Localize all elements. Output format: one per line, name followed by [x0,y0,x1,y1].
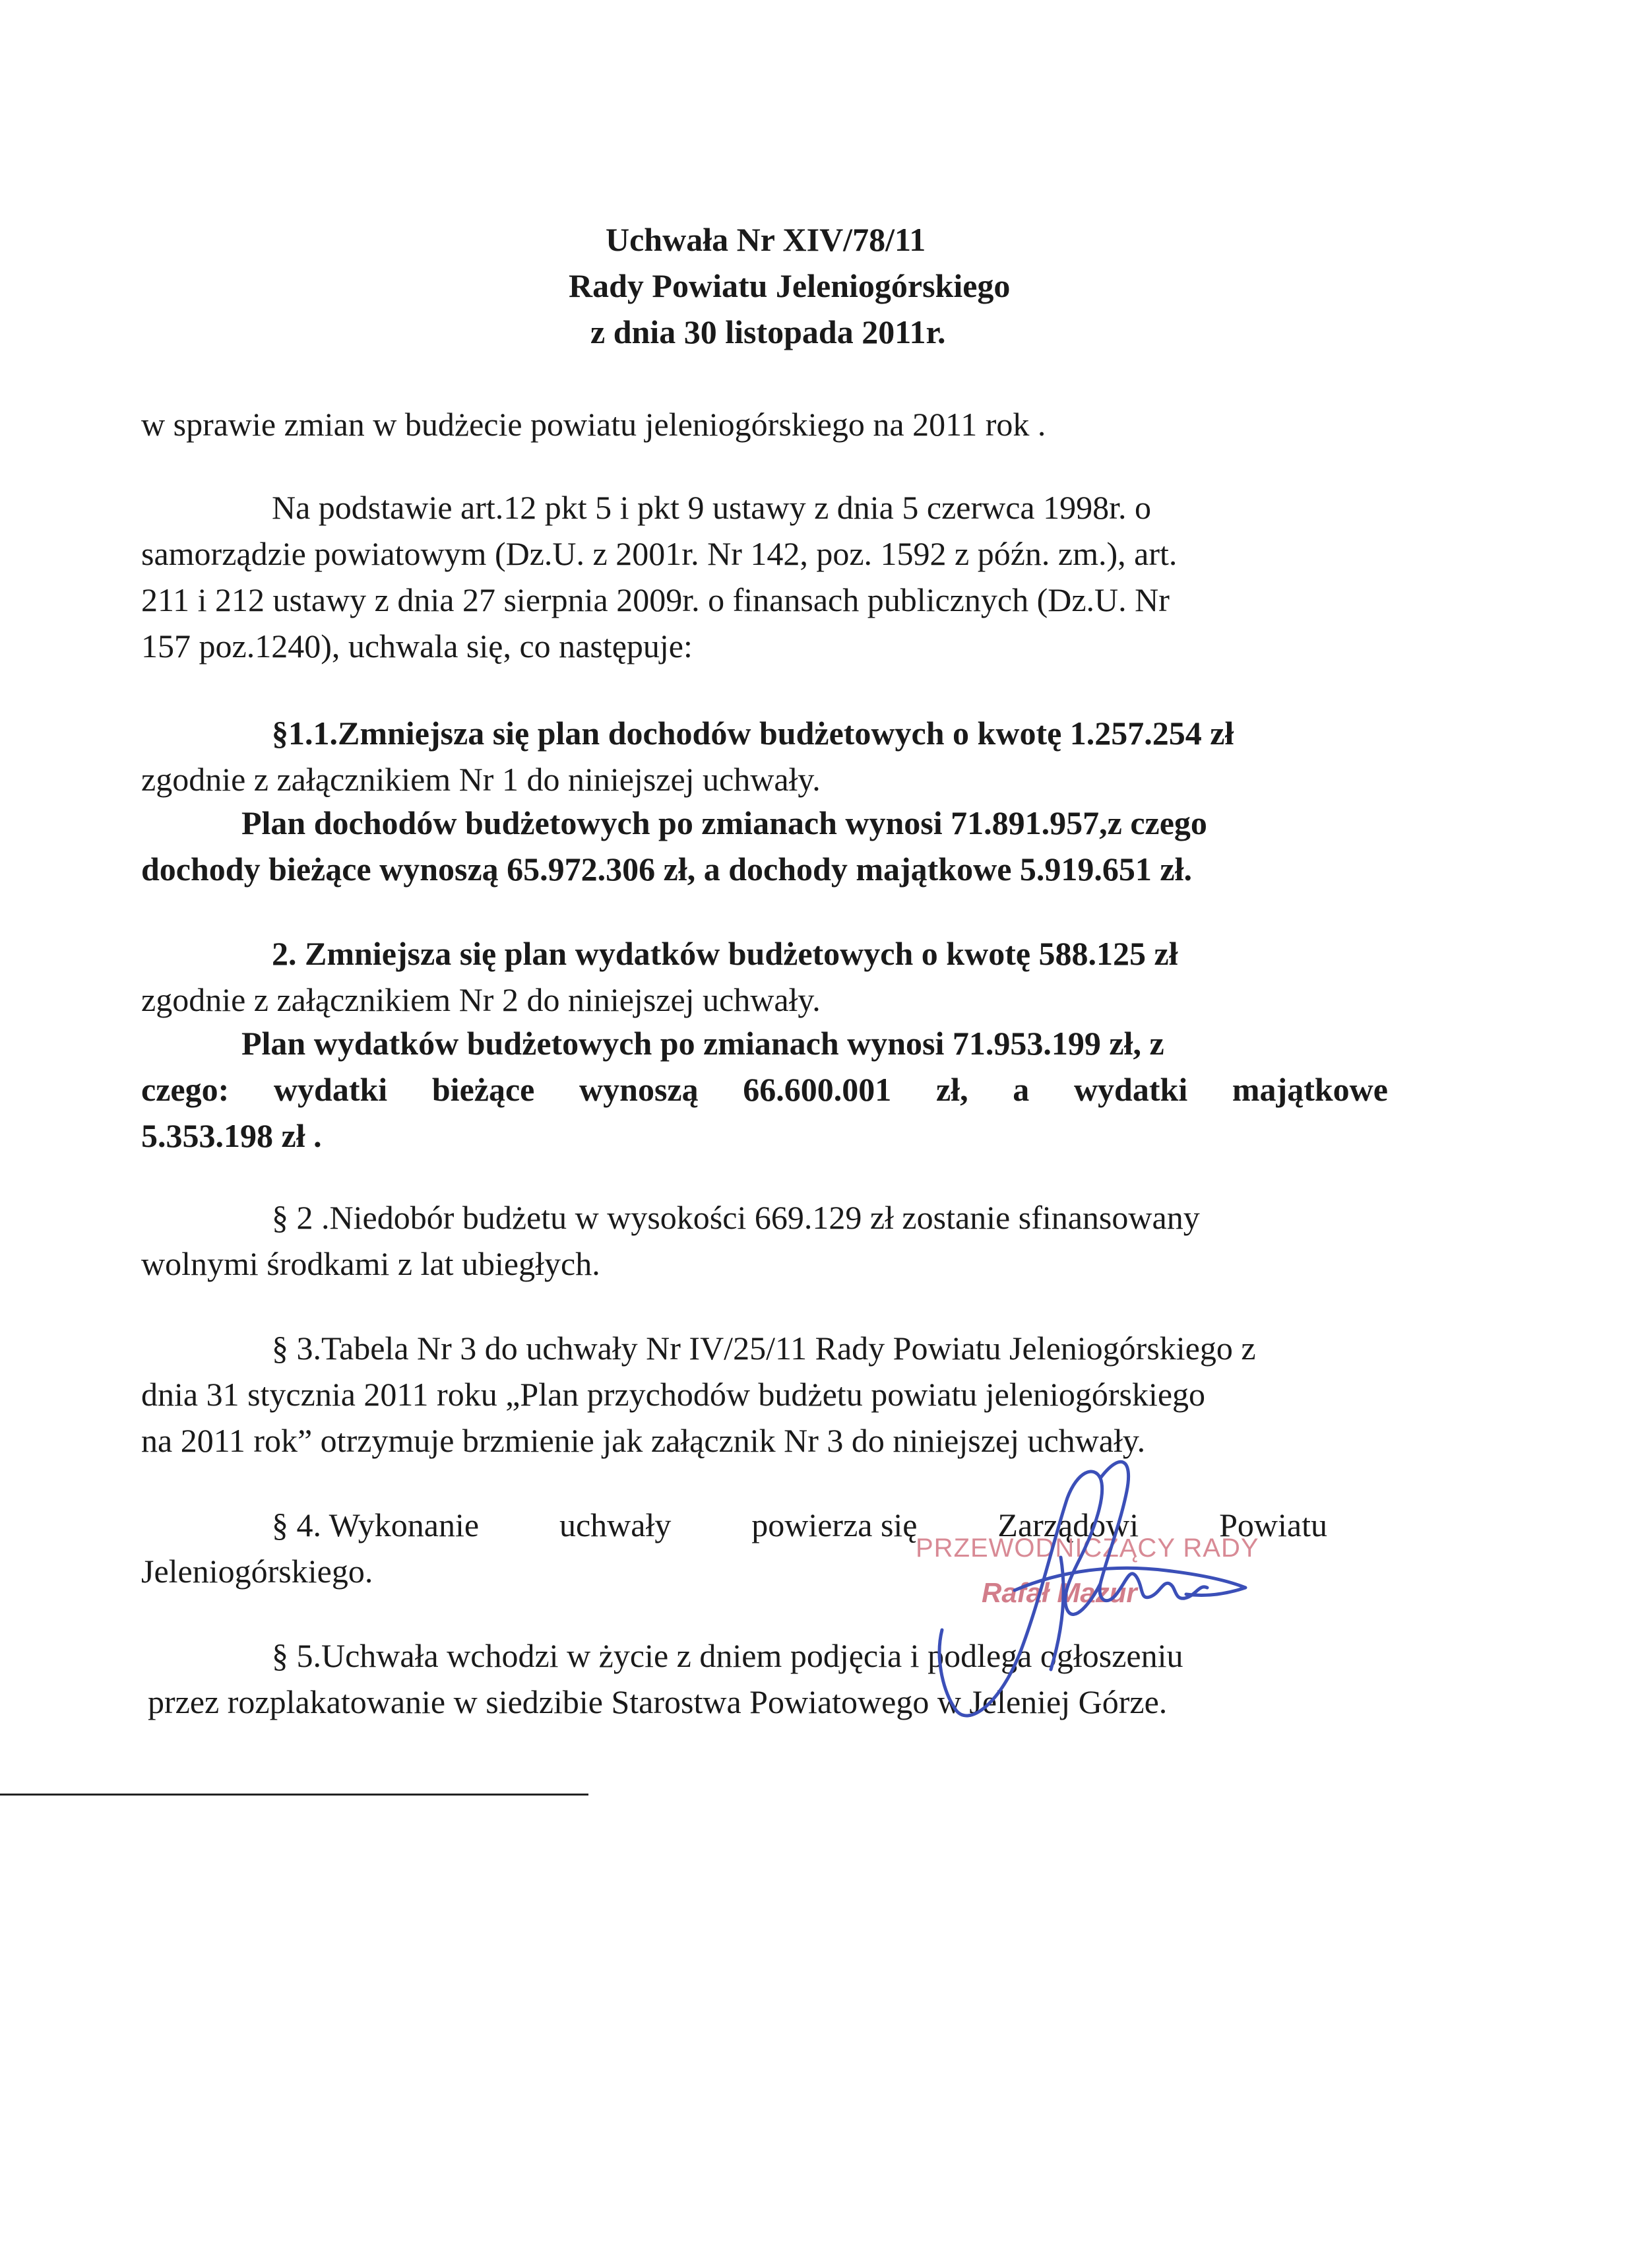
s1-expense-decrease: 2. Zmniejsza się plan wydatków budżetowych o kwotę 588.125 zł [272,935,1178,972]
word: powierza się [751,1507,918,1543]
s5-line-2: przez rozplakatowanie w siedzibie Starostwa Powiatowego w Jeleniej Górze. [148,1683,1168,1720]
resolution-subject: w sprawie zmian w budżecie powiatu jeleniogórskiego na 2011 rok . [141,406,1046,443]
s1-expense-capital: 5.353.198 zł . [141,1117,322,1154]
word: wydatki [1073,1071,1188,1108]
basis-line-4: 157 poz.1240), uchwala się, co następuje: [141,628,693,664]
stamp-name: Rafał Mazur [982,1577,1137,1608]
stamp-title: PRZEWODNICZĄCY RADY [916,1534,1259,1563]
s4-line-2: Jeleniogórskiego. [141,1553,373,1590]
s1-expense-annex: zgodnie z załącznikiem Nr 2 do niniejszej uchwały. [141,981,821,1018]
word: uchwały [559,1507,672,1543]
s1-expense-breakdown [141,1066,1388,1113]
word: Zarządowi [997,1507,1139,1543]
basis-line-1: Na podstawie art.12 pkt 5 i pkt 9 ustawy z dnia 5 czerwca 1998r. o [272,489,1151,526]
s3-line-2: dnia 31 stycznia 2011 roku „Plan przychodów budżetu powiatu jeleniogórskiego [141,1376,1206,1413]
s5-line-1: § 5.Uchwała wchodzi w życie z dniem podjęcia i podlega ogłoszeniu [272,1637,1183,1674]
word: 66.600.001 [743,1071,892,1108]
basis-line-2: samorządzie powiatowym (Dz.U. z 2001r. Nr 142, poz. 1592 z późn. zm.), art. [141,535,1178,572]
basis-line-3: 211 i 212 ustawy z dnia 27 sierpnia 2009r. o finansach publicznych (Dz.U. Nr [141,581,1170,618]
word: majątkowe [1232,1071,1388,1108]
council-name: Rady Powiatu Jeleniogórskiego [569,267,1011,304]
separator-line [0,1794,588,1796]
s1-income-decrease: §1.1.Zmniejsza się plan dochodów budżetowych o kwotę 1.257.254 zł [272,715,1234,752]
s1-expense-plan: Plan wydatków budżetowych po zmianach wynosi 71.953.199 zł, z [241,1025,1164,1062]
chairman-signature [902,1439,1272,1729]
resolution-number: Uchwała Nr XIV/78/11 [606,221,926,258]
s1-income-breakdown: dochody bieżące wynoszą 65.972.306 zł, a dochody majątkowe 5.919.651 zł. [141,851,1192,888]
s2-line-2: wolnymi środkami z lat ubiegłych. [141,1245,600,1282]
s1-income-annex: zgodnie z załącznikiem Nr 1 do niniejszej uchwały. [141,761,821,798]
word: bieżące [431,1071,535,1108]
s1-income-plan: Plan dochodów budżetowych po zmianach wynosi 71.891.957,z czego [241,804,1207,841]
s3-line-1: § 3.Tabela Nr 3 do uchwały Nr IV/25/11 Rady Powiatu Jeleniogórskiego z [272,1330,1256,1367]
word: czego: [141,1071,230,1108]
word: wydatki [273,1071,388,1108]
word: zł, [935,1071,968,1108]
word: wynoszą [579,1071,699,1108]
word: § 4. Wykonanie [272,1507,480,1543]
resolution-date: z dnia 30 listopada 2011r. [590,313,946,350]
s2-line-1: § 2 .Niedobór budżetu w wysokości 669.129 zł zostanie sfinansowany [272,1199,1200,1236]
s3-line-3: na 2011 rok” otrzymuje brzmienie jak załącznik Nr 3 do niniejszej uchwały. [141,1422,1146,1459]
word: a [1013,1071,1030,1108]
word: Powiatu [1219,1507,1327,1543]
